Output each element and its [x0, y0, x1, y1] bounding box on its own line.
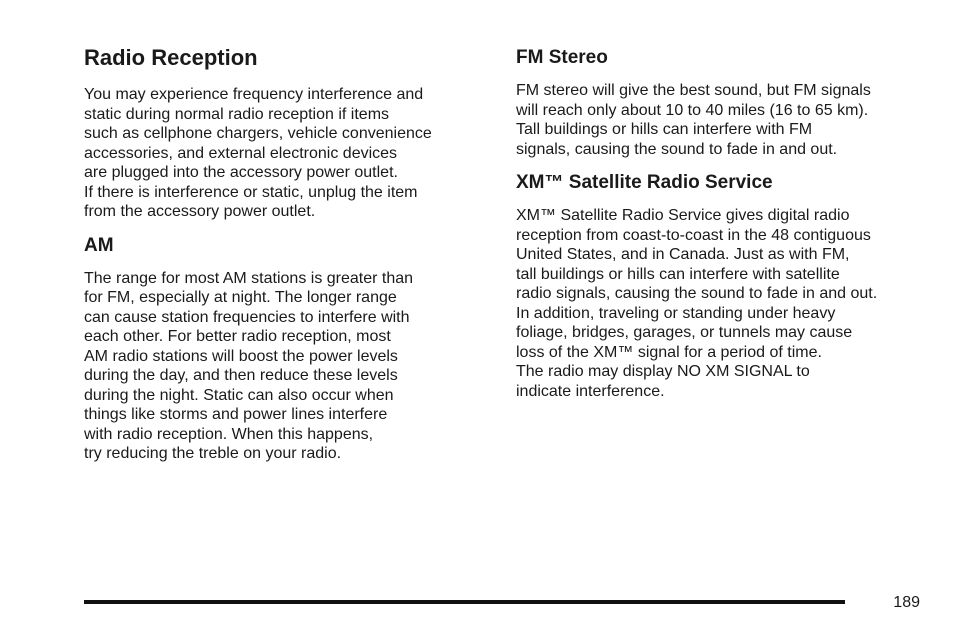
page-number: 189	[893, 594, 920, 611]
text-line: things like storms and power lines interfere	[84, 406, 388, 423]
text-line: tall buildings or hills can interfere with satellite	[516, 265, 840, 283]
text-line: will reach only about 10 to 40 miles (16 to 65 km).	[516, 101, 869, 119]
text-line: can cause station frequencies to interfere with	[84, 308, 410, 326]
text-line: accessories, and external electronic devices	[84, 144, 398, 162]
text-line: such as cellphone chargers, vehicle convenience	[84, 125, 432, 142]
right-column	[516, 44, 926, 413]
heading-fm-stereo: FM Stereo	[516, 47, 608, 68]
left-column	[84, 44, 484, 476]
text-line: You may experience frequency interference and	[84, 86, 424, 103]
text-line: AM radio stations will boost the power levels	[84, 347, 398, 365]
text-line: XM™ Satellite Radio Service gives digital radio	[516, 207, 850, 224]
text-line: are plugged into the accessory power outlet.	[84, 164, 398, 181]
text-line: try reducing the treble on your radio.	[84, 445, 342, 462]
text-line: reception from coast-to-coast in the 48 contiguous	[516, 226, 871, 244]
text-line: The radio may display NO XM SIGNAL to	[516, 363, 810, 380]
text-line: during the day, and then reduce these levels	[84, 367, 398, 384]
paragraph-fm-stereo	[516, 81, 926, 159]
text-line: loss of the XM™ signal for a period of time.	[516, 343, 822, 361]
text-line: Tall buildings or hills can interfere with FM	[516, 121, 813, 138]
text-line: with radio reception. When this happens,	[84, 425, 374, 443]
text-line: indicate interference.	[516, 382, 665, 400]
text-line: FM stereo will give the best sound, but FM signals	[516, 82, 871, 99]
text-line: static during normal radio reception if items	[84, 105, 390, 123]
heading-am: AM	[84, 234, 114, 256]
paragraph-xm-satellite-radio	[516, 206, 926, 401]
paragraph-am	[84, 269, 484, 464]
text-line: from the accessory power outlet.	[84, 203, 316, 220]
footer-rule	[84, 600, 845, 604]
text-line: The range for most AM stations is greater than	[84, 269, 414, 287]
text-line: radio signals, causing the sound to fade in and out.	[516, 285, 878, 302]
text-line: signals, causing the sound to fade in and out.	[516, 140, 838, 158]
text-line: In addition, traveling or standing under heavy	[516, 304, 836, 322]
section-title-radio-reception: Radio Reception	[84, 45, 258, 70]
text-line: during the night. Static can also occur when	[84, 386, 394, 404]
text-line: each other. For better radio reception, most	[84, 328, 391, 345]
heading-xm-satellite-radio: XM™ Satellite Radio Service	[516, 172, 773, 193]
text-line: If there is interference or static, unplug the item	[84, 183, 418, 201]
text-line: for FM, especially at night. The longer range	[84, 289, 397, 306]
paragraph-radio-reception-intro	[84, 85, 484, 222]
text-line: foliage, bridges, garages, or tunnels may cause	[516, 324, 853, 341]
text-line: United States, and in Canada. Just as with FM,	[516, 246, 850, 263]
